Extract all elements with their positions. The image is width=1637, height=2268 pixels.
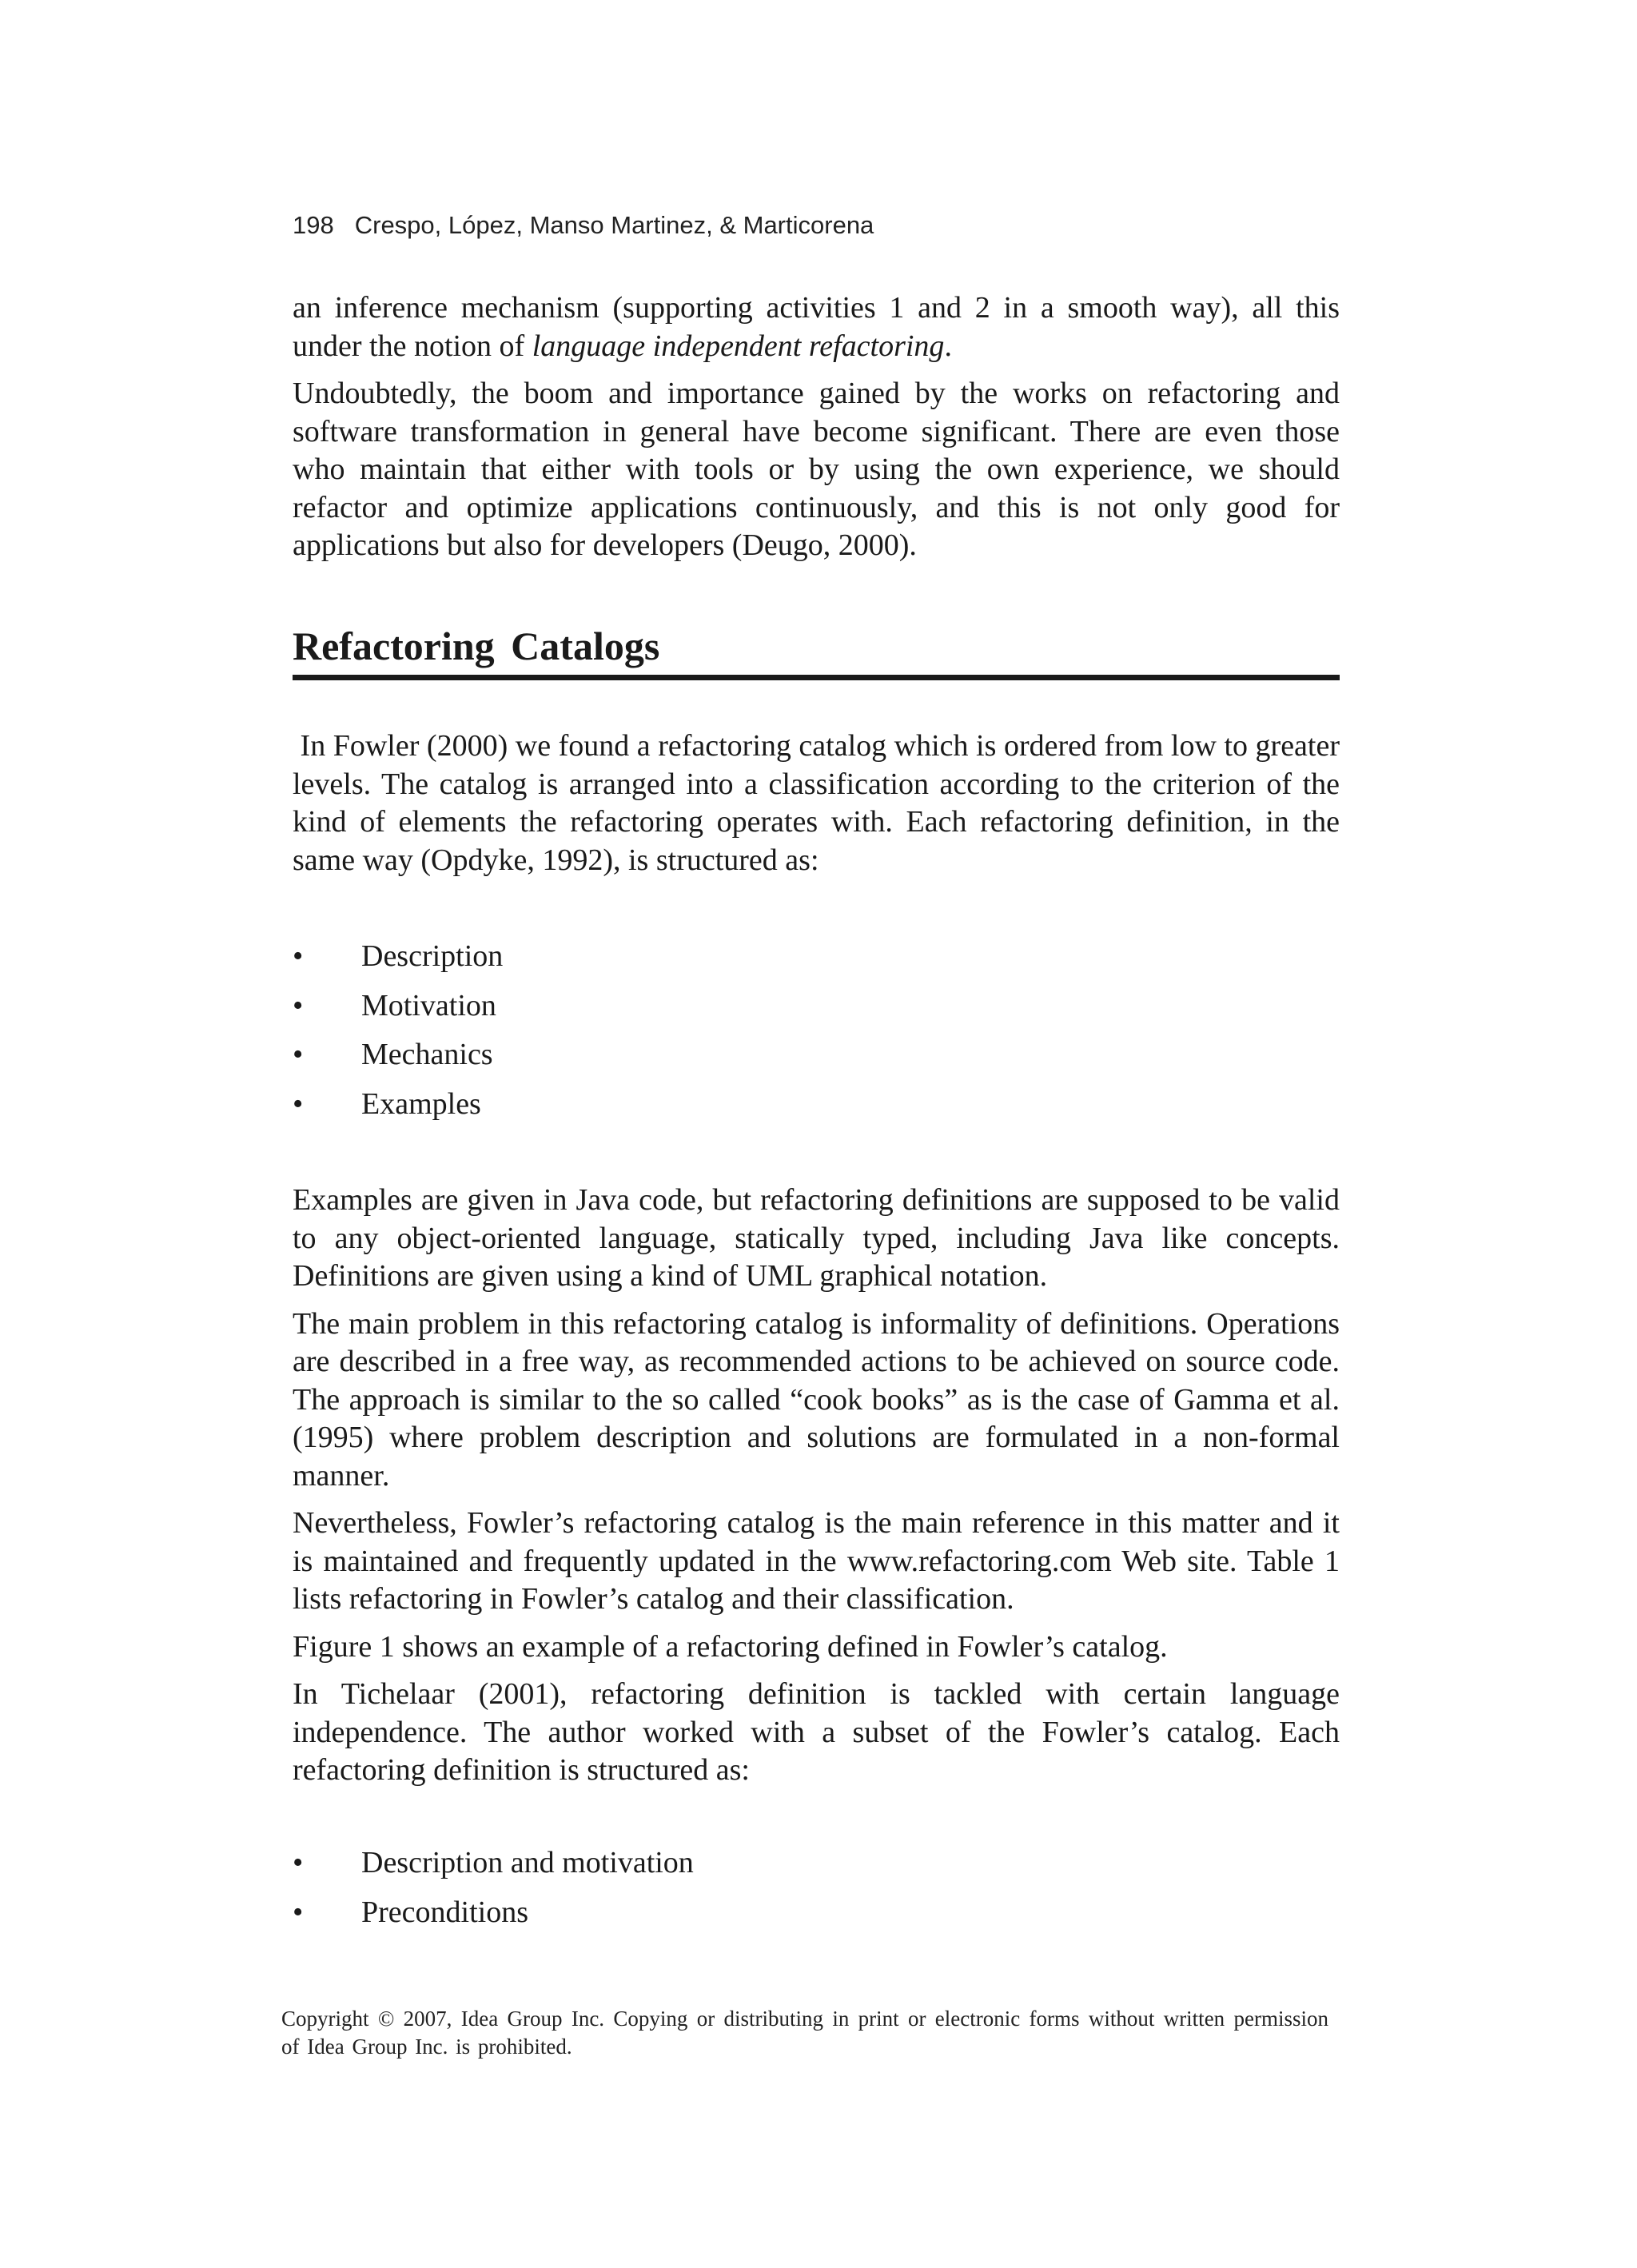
- intro-paragraph-1: [293, 289, 1340, 365]
- bullet-icon: •: [293, 1086, 304, 1121]
- section-paragraph-5: Figure 1 shows an example of a refactoring defined in Fowler’s catalog.: [293, 1629, 1168, 1664]
- list-item: [293, 1080, 1340, 1130]
- intro-block: [293, 289, 1340, 575]
- intro-p1-text: an inference mechanism (supporting activities 1 and 2 in a smooth way), all this under the notion of: [293, 291, 1340, 363]
- intro-p1-end: .: [944, 329, 952, 363]
- intro-p1-emphasis: language independent refactoring: [532, 329, 945, 363]
- section-paragraph-6: In Tichelaar (2001), refactoring definition is tackled with certain language independence. The author worked with a subset of the Fowler’s catalog. Each refactoring definition is structured as:: [293, 1677, 1340, 1787]
- list-item-text: Examples: [361, 1086, 481, 1121]
- section-body-block: [293, 1182, 1340, 1800]
- list-item: [293, 1030, 1340, 1080]
- list-item: [293, 1839, 1340, 1888]
- page-number: 198: [293, 211, 334, 239]
- bullet-icon: •: [293, 1846, 304, 1879]
- list-item-text: Mechanics: [361, 1038, 493, 1071]
- bullet-list-tichelaar: [293, 1839, 1340, 1937]
- bullet-icon: •: [293, 1895, 304, 1929]
- bullet-icon: •: [293, 1038, 304, 1071]
- list-item-text: Description and motivation: [361, 1846, 694, 1879]
- running-header: [293, 209, 874, 241]
- bullet-list-structure: [293, 932, 1340, 1129]
- list-item: [293, 982, 1340, 1031]
- list-item-text: Description: [361, 939, 504, 973]
- list-item-text: Motivation: [361, 988, 496, 1022]
- section-heading: Refactoring Catalogs: [293, 622, 1340, 680]
- bullet-icon: •: [293, 988, 304, 1022]
- intro-paragraph-2: Undoubtedly, the boom and importance gained by the works on refactoring and software transformation in general have become significant. There are even those who maintain that either with tools or by using the own experience, we should refactor and optimize applications continuously, and this is not only good for applications but also for developers (Deugo, 2000).: [293, 377, 1340, 562]
- list-item: [293, 932, 1340, 982]
- bullet-icon: •: [293, 939, 304, 973]
- section-paragraph-3: The main problem in this refactoring catalog is informality of definitions. Operations are described in a free way, as recommended actions to be achieved on source code. The approach is similar to the so called “cook books” as is the case of Gamma et al. (1995) where problem description and solutions are formulated in a non-formal manner.: [293, 1306, 1340, 1493]
- section-paragraph-2: Examples are given in Java code, but refactoring definitions are supposed to be valid to any object-oriented language, statically typed, including Java like concepts. Definitions are given using a kind of UML graphical notation.: [293, 1183, 1340, 1293]
- copyright-notice: Copyright © 2007, Idea Group Inc. Copying or distributing in print or electronic forms without written permission of Idea Group Inc. is prohibited.: [281, 2007, 1328, 2059]
- section-paragraph-4: Nevertheless, Fowler’s refactoring catalog is the main reference in this matter and it is maintained and frequently updated in the www.refactoring.com Web site. Table 1 lists refactoring in Fowler’s catalog and their classification.: [293, 1506, 1340, 1616]
- list-item-text: Preconditions: [361, 1895, 528, 1929]
- section-intro-block: [293, 727, 1348, 889]
- running-header-authors: Crespo, López, Manso Martinez, & Marticorena: [354, 211, 874, 239]
- list-item: [293, 1888, 1340, 1938]
- section-paragraph-1: In Fowler (2000) we found a refactoring catalog which is ordered from low to greater levels. The catalog is arranged into a classification according to the criterion of the kind of elements the refactoring operates with. Each refactoring definition, in the same way (Opdyke, 1992), is structured as:: [293, 729, 1348, 877]
